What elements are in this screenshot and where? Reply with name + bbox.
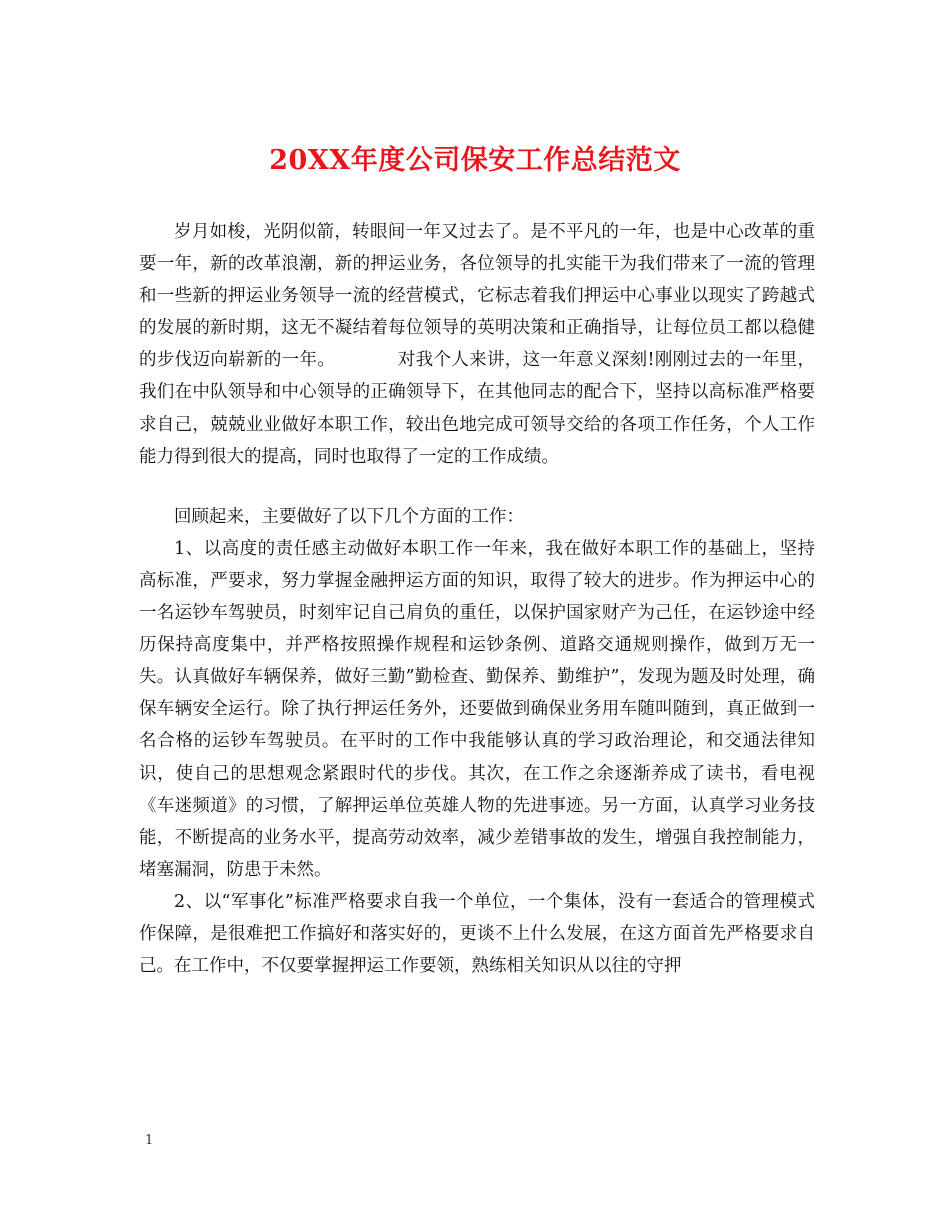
document-title: 20XX年度公司保安工作总结范文: [269, 145, 681, 176]
document-body: [139, 216, 815, 982]
paragraph-review: 回顾起来，主要做好了以下几个方面的工作：: [174, 506, 524, 527]
paragraph-intro: 岁月如梭，光阴似箭，转眼间一年又过去了。是不平凡的一年，也是中心改革的重要一年，新的改革浪潮，新的押运业务，各位领导的扎实能干为我们带来了一流的管理和一些新的押运业务领导一流的经营模式，它标志着我们押运中心事业以现实了跨越式的发展的新时期，这无不凝结着每位领导的英明决策和正确指导，让每位员工都以稳健的步伐迈向崭新的一年。 对我个人来讲，这一年意义深刻!刚刚过去的一年里，我们在中队领导和中心领导的正确领导下，在其他同志的配合下，坚持以高标准严格要求自己，兢兢业业做好本职工作，较出色地完成可领导交给的各项工作任务，个人工作能力得到很大的提高，同时也取得了一定的工作成绩。: [139, 222, 815, 467]
paragraph-item-1: 1、以高度的责任感主动做好本职工作一年来，我在做好本职工作的基础上，坚持高标准，严要求，努力掌握金融押运方面的知识，取得了较大的进步。作为押运中心的一名运钞车驾驶员，时刻牢记自己肩负的重任，以保护国家财产为己任，在运钞途中经历保持高度集中，并严格按照操作规程和运钞条例、道路交通规则操作，做到万无一失。认真做好车辆保养，做好三勤”勤检查、勤保养、勤维护”，发现为题及时处理，确保车辆安全运行。除了执行押运任务外，还要做到确保业务用车随叫随到，真正做到一名合格的运钞车驾驶员。在平时的工作中我能够认真的学习政治理论，和交通法律知识，使自己的思想观念紧跟时代的步伐。其次，在工作之余逐渐养成了读书，看电视《车迷频道》的习惯，了解押运单位英雄人物的先进事迹。另一方面，认真学习业务技能，不断提高的业务水平，提高劳动效率，减少差错事故的发生，增强自我控制能力，堵塞漏洞，防患于未然。: [139, 538, 815, 880]
page-number: 1: [145, 1133, 154, 1148]
paragraph-item-2: 2、以“军事化”标准严格要求自我一个单位，一个集体，没有一套适合的管理模式作保障，是很难把工作搞好和落实好的，更谈不上什么发展，在这方面首先严格要求自己。在工作中，不仅要掌握押运工作要领，熟练相关知识从以往的守押: [139, 891, 815, 977]
